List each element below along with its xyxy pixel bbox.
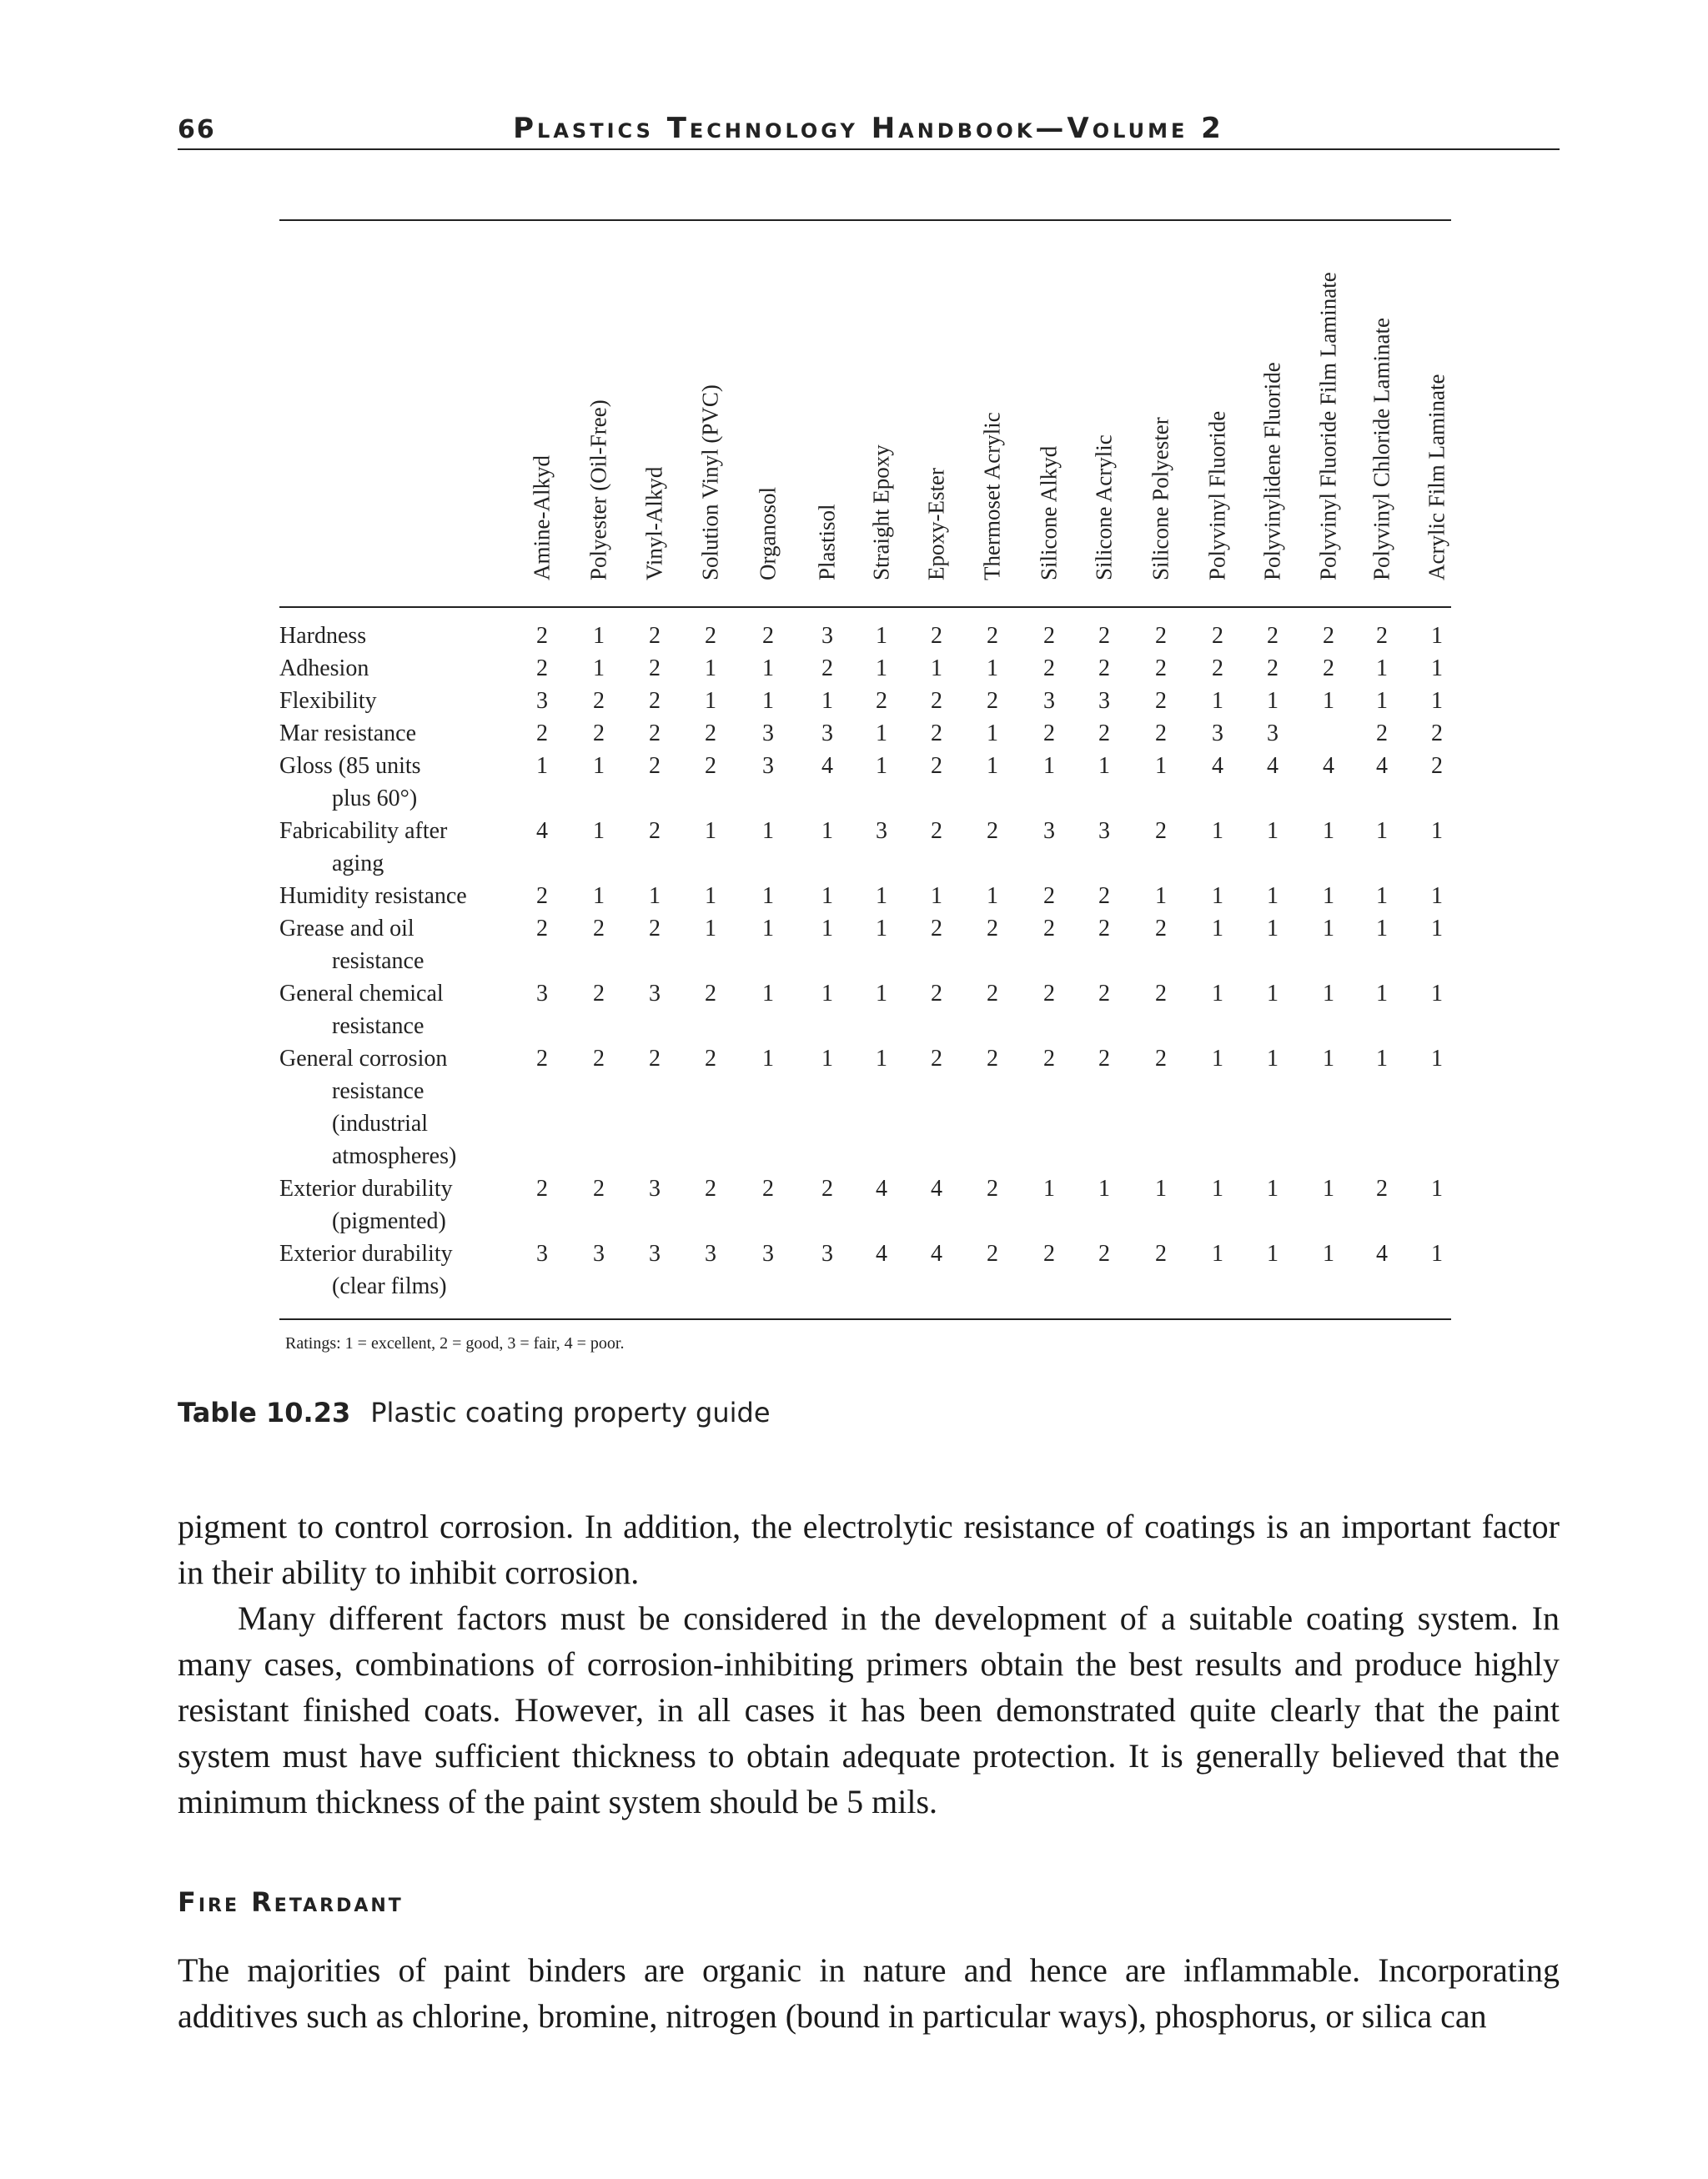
table-cell: 2 (1155, 981, 1167, 1007)
table-cell: 1 (1323, 883, 1334, 909)
table-cell: 1 (705, 916, 716, 941)
table-cell: 1 (705, 818, 716, 844)
table-cell: 2 (649, 688, 661, 714)
table-cell: 2 (1155, 1046, 1167, 1072)
table-cell: 1 (876, 720, 887, 746)
table-cell: 1 (821, 916, 833, 941)
table-cell: 1 (1323, 916, 1334, 941)
table-cell: 2 (649, 623, 661, 649)
table-top-rule (279, 219, 1451, 221)
column-header-label: Silicone Acrylic (1091, 434, 1117, 580)
row-label-line: aging (332, 851, 384, 876)
table-cell: 1 (1267, 688, 1278, 714)
table-cell: 4 (931, 1176, 942, 1202)
table-cell: 1 (1431, 916, 1443, 941)
table-cell: 3 (1212, 720, 1223, 746)
table-cell: 2 (1098, 916, 1110, 941)
table-cell: 1 (762, 981, 774, 1007)
table-cell: 4 (931, 1241, 942, 1267)
table-cell: 3 (649, 1176, 661, 1202)
table-cell: 1 (1431, 818, 1443, 844)
row-label (279, 1238, 496, 1303)
table-cell: 2 (987, 1241, 998, 1267)
table-cell: 3 (762, 753, 774, 779)
caption-number: Table 10.23 (178, 1397, 351, 1428)
table-cell: 4 (1376, 1241, 1388, 1267)
running-header (178, 112, 1560, 150)
table-cell: 2 (762, 623, 774, 649)
table-cell: 3 (536, 1241, 548, 1267)
table-cell: 1 (821, 1046, 833, 1072)
table-cell: 3 (536, 981, 548, 1007)
column-header-label: Thermoset Acrylic (979, 412, 1005, 580)
table-cell: 2 (987, 818, 998, 844)
table-cell: 1 (1212, 688, 1223, 714)
paragraph-2: Many different factors must be considered in the development of a suitable coating system. In many cases, combinations of corrosion-inhibiting primers obtain the best results and produce highly resistant finished coats. However, in all cases it has been demonstrated quite clearly that the paint system must have sufficient thickness to obtain adequate protection. It is generally believed that the minimum thickness of the paint system should be 5 mils. (178, 1599, 1560, 1820)
column-header-label: Straight Epoxy (868, 444, 894, 580)
table-cell: 2 (987, 688, 998, 714)
table-cell: 3 (649, 981, 661, 1007)
table-cell: 1 (1431, 688, 1443, 714)
table-row (279, 652, 1451, 685)
table-cell: 1 (876, 1046, 887, 1072)
column-header-label: Solution Vinyl (PVC) (697, 384, 723, 580)
table-cell: 2 (536, 1046, 548, 1072)
table-cell: 4 (536, 818, 548, 844)
table-cell: 1 (762, 655, 774, 681)
column-header (811, 223, 844, 606)
table-cell: 1 (1098, 1176, 1110, 1202)
column-header (751, 223, 785, 606)
table-cell: 1 (762, 818, 774, 844)
table-cell: 2 (931, 720, 942, 746)
table-cell: 4 (876, 1176, 887, 1202)
row-label-line: Gloss (85 units (279, 753, 421, 779)
table-cell: 1 (1267, 1176, 1278, 1202)
table-cell: 2 (821, 1176, 833, 1202)
table-cell: 2 (1155, 1241, 1167, 1267)
table-cell: 2 (536, 916, 548, 941)
table-cell: 2 (1155, 623, 1167, 649)
table-cell: 2 (1098, 883, 1110, 909)
table-cell: 1 (1212, 1241, 1223, 1267)
table-cell: 2 (1267, 655, 1278, 681)
row-label-line: (pigmented) (332, 1208, 446, 1234)
table-cell: 3 (1043, 818, 1055, 844)
column-header-label: Plastisol (814, 504, 840, 580)
table-cell: 1 (593, 753, 605, 779)
column-header-label: Polyvinyl Fluoride Film Laminate (1315, 272, 1341, 580)
column-header-label: Polyvinyl Fluoride (1204, 410, 1230, 580)
column-header (1312, 223, 1345, 606)
row-label-line: Fabricability after (279, 818, 448, 844)
table-row (279, 977, 1451, 1042)
table-cell: 1 (1323, 1241, 1334, 1267)
table-cell: 2 (536, 883, 548, 909)
table-row (279, 1238, 1451, 1303)
table-cell: 2 (931, 818, 942, 844)
table-cell: 2 (987, 1046, 998, 1072)
table-cell: 2 (593, 720, 605, 746)
column-header-label: Silicone Polyester (1148, 417, 1173, 580)
table-cell: 1 (1267, 818, 1278, 844)
table-cell: 1 (1267, 1046, 1278, 1072)
table-cell: 3 (705, 1241, 716, 1267)
column-header (920, 223, 953, 606)
column-header (638, 223, 671, 606)
table-cell: 4 (876, 1241, 887, 1267)
table-cell: 2 (931, 688, 942, 714)
table-cell: 2 (593, 688, 605, 714)
table-cell: 3 (536, 688, 548, 714)
row-label (279, 652, 496, 685)
table-cell: 2 (705, 981, 716, 1007)
table-cell: 2 (1155, 916, 1167, 941)
table-cell: 1 (1376, 916, 1388, 941)
paragraph-3: The majorities of paint binders are organic in nature and hence are inflammable. Incorporating additives such as chlorine, bromine, nitrogen (bound in particular ways), phosphorus, or silica can (178, 1951, 1560, 2035)
table-cell: 1 (1212, 1046, 1223, 1072)
row-label-line: (industrial (332, 1111, 429, 1137)
row-label (279, 977, 496, 1042)
table-cell: 4 (1212, 753, 1223, 779)
table-cell: 2 (931, 981, 942, 1007)
table-cell: 3 (593, 1241, 605, 1267)
table-cell: 2 (1043, 655, 1055, 681)
column-header (976, 223, 1009, 606)
table-cell: 2 (931, 1046, 942, 1072)
table-cell: 2 (593, 981, 605, 1007)
table-cell: 3 (1098, 818, 1110, 844)
column-header-label: Amine-Alkyd (529, 455, 555, 580)
row-label-line: resistance (332, 1013, 424, 1039)
table-cell: 2 (1431, 720, 1443, 746)
table-cell: 1 (1267, 1241, 1278, 1267)
table-cell: 1 (1376, 818, 1388, 844)
row-label (279, 1172, 496, 1238)
table-cell: 1 (1155, 883, 1167, 909)
table-cell: 1 (876, 655, 887, 681)
row-label (279, 880, 496, 912)
table-cell: 1 (987, 720, 998, 746)
column-headers (279, 223, 1451, 606)
table-row (279, 815, 1451, 880)
table-cell: 1 (1212, 818, 1223, 844)
table-cell: 3 (762, 720, 774, 746)
table-cell: 1 (1323, 818, 1334, 844)
row-label (279, 750, 496, 815)
table-cell: 2 (1212, 655, 1223, 681)
table-cell: 2 (1376, 1176, 1388, 1202)
table-row (279, 750, 1451, 815)
table-cell: 1 (1431, 981, 1443, 1007)
table-cell: 2 (1098, 623, 1110, 649)
table-cell: 2 (1098, 981, 1110, 1007)
table-cell: 1 (1431, 623, 1443, 649)
table-cell: 3 (1267, 720, 1278, 746)
table-cell: 2 (593, 1176, 605, 1202)
table-row (279, 685, 1451, 717)
table-cell: 2 (1155, 688, 1167, 714)
table-cell: 1 (987, 883, 998, 909)
table-cell: 2 (536, 1176, 548, 1202)
table-cell: 1 (931, 883, 942, 909)
table-cell: 3 (821, 1241, 833, 1267)
table-cell: 2 (649, 916, 661, 941)
table-row (279, 912, 1451, 977)
table-header-rule (279, 606, 1451, 608)
table-cell: 1 (1431, 1176, 1443, 1202)
row-label-line: Adhesion (279, 655, 369, 681)
table-cell: 1 (762, 688, 774, 714)
table-cell: 1 (1431, 1046, 1443, 1072)
column-header-label: Organosol (755, 487, 781, 580)
ratings-note: Ratings: 1 = excellent, 2 = good, 3 = fair, 4 = poor. (285, 1334, 625, 1353)
table-cell: 1 (1155, 753, 1167, 779)
table-row (279, 1172, 1451, 1238)
section-heading: Fire Retardant (178, 1886, 404, 1918)
table-cell: 1 (1431, 655, 1443, 681)
table-cell: 1 (1431, 883, 1443, 909)
row-label (279, 912, 496, 977)
table-cell: 2 (931, 753, 942, 779)
table-cell: 1 (1323, 688, 1334, 714)
table-cell: 4 (1323, 753, 1334, 779)
table-cell: 3 (821, 623, 833, 649)
table-cell: 2 (1155, 655, 1167, 681)
table-cell: 2 (705, 720, 716, 746)
table-cell: 2 (1431, 753, 1443, 779)
table-cell: 2 (649, 720, 661, 746)
table-cell: 1 (1267, 981, 1278, 1007)
table-cell: 1 (593, 818, 605, 844)
table-cell: 2 (1043, 981, 1055, 1007)
table-cell: 2 (987, 981, 998, 1007)
table-bottom-rule (279, 1318, 1451, 1320)
table-cell: 1 (593, 623, 605, 649)
table-cell: 1 (762, 1046, 774, 1072)
table-cell: 1 (1376, 688, 1388, 714)
table-cell: 2 (1043, 883, 1055, 909)
row-label-line: Hardness (279, 623, 367, 649)
table-cell: 1 (593, 883, 605, 909)
row-label (279, 1042, 496, 1172)
column-header-label: Vinyl-Alkyd (641, 466, 667, 580)
table-cell: 4 (821, 753, 833, 779)
table-cell: 1 (1098, 753, 1110, 779)
table-body (279, 620, 1451, 1303)
column-header-label: Silicone Alkyd (1036, 445, 1062, 580)
row-label-line: atmospheres) (332, 1143, 457, 1169)
table-cell: 1 (1323, 1176, 1334, 1202)
table-cell: 2 (1376, 720, 1388, 746)
row-label-line: resistance (332, 948, 424, 974)
table-cell: 1 (705, 688, 716, 714)
table-cell: 2 (705, 1046, 716, 1072)
table-cell: 2 (1098, 720, 1110, 746)
column-header-label: Acrylic Film Laminate (1424, 374, 1449, 580)
table-cell: 2 (705, 753, 716, 779)
table-cell: 2 (1043, 623, 1055, 649)
table-cell: 1 (1376, 1046, 1388, 1072)
table-cell: 1 (821, 818, 833, 844)
table-cell: 1 (821, 981, 833, 1007)
row-label (279, 620, 496, 652)
paragraph-1: pigment to control corrosion. In addition, the electrolytic resistance of coatings is an important factor in their ability to inhibit corrosion. (178, 1508, 1560, 1591)
table-cell: 1 (1212, 1176, 1223, 1202)
table-cell: 1 (821, 883, 833, 909)
table-cell: 3 (876, 818, 887, 844)
table-cell: 2 (1376, 623, 1388, 649)
table-cell: 2 (1267, 623, 1278, 649)
row-label-line: (clear films) (332, 1273, 447, 1299)
row-label (279, 685, 496, 717)
table-row (279, 620, 1451, 652)
column-header (865, 223, 898, 606)
column-header-label: Polyester (Oil-Free) (585, 399, 611, 580)
column-header (1032, 223, 1066, 606)
row-label-line: Humidity resistance (279, 883, 467, 909)
row-label-line: plus 60°) (332, 786, 418, 811)
column-header (525, 223, 559, 606)
column-header-label: Polyvinylidene Fluoride (1259, 362, 1285, 580)
table-cell: 1 (1323, 981, 1334, 1007)
table-cell: 2 (536, 720, 548, 746)
table-cell: 2 (1323, 623, 1334, 649)
column-header-label: Polyvinyl Chloride Laminate (1369, 318, 1394, 580)
table-cell: 1 (1323, 1046, 1334, 1072)
table-cell: 1 (1376, 981, 1388, 1007)
table-cell: 1 (536, 753, 548, 779)
table-cell: 2 (1155, 720, 1167, 746)
table-cell: 1 (1155, 1176, 1167, 1202)
table-caption (178, 1397, 771, 1428)
table-cell: 1 (876, 753, 887, 779)
table-row (279, 1042, 1451, 1172)
column-header (1365, 223, 1399, 606)
table-cell: 1 (1043, 753, 1055, 779)
table-cell: 3 (649, 1241, 661, 1267)
table-cell: 3 (821, 720, 833, 746)
column-header (694, 223, 727, 606)
column-header (1256, 223, 1289, 606)
row-label-line: General chemical (279, 981, 444, 1007)
table-cell: 1 (762, 916, 774, 941)
page-number: 66 (178, 115, 216, 144)
row-label-line: Mar resistance (279, 720, 417, 746)
table-cell: 1 (649, 883, 661, 909)
column-header (1201, 223, 1234, 606)
table-cell: 2 (593, 916, 605, 941)
table-cell: 2 (536, 655, 548, 681)
table-cell: 2 (987, 1176, 998, 1202)
row-label-line: Grease and oil (279, 916, 414, 941)
table-cell: 1 (1212, 883, 1223, 909)
table-cell: 1 (821, 688, 833, 714)
running-title: Plastics Technology Handbook—Volume 2 (513, 112, 1224, 145)
table-cell: 1 (1267, 916, 1278, 941)
table-cell: 2 (1043, 720, 1055, 746)
table-cell: 1 (1431, 1241, 1443, 1267)
table-cell: 2 (536, 623, 548, 649)
table-cell: 2 (876, 688, 887, 714)
table-cell: 2 (649, 753, 661, 779)
column-header-label: Epoxy-Ester (923, 468, 949, 580)
table-cell: 1 (987, 753, 998, 779)
table-cell: 1 (876, 623, 887, 649)
table-cell: 1 (1043, 1176, 1055, 1202)
table-cell: 2 (705, 1176, 716, 1202)
table-cell: 2 (1155, 818, 1167, 844)
table-cell: 2 (705, 623, 716, 649)
row-label (279, 815, 496, 880)
column-header (582, 223, 615, 606)
table-cell: 2 (821, 655, 833, 681)
table-cell: 2 (1043, 1241, 1055, 1267)
table-cell: 3 (1043, 688, 1055, 714)
row-label (279, 717, 496, 750)
table-cell: 2 (762, 1176, 774, 1202)
table-cell: 1 (593, 655, 605, 681)
table-cell: 2 (593, 1046, 605, 1072)
column-header (1088, 223, 1121, 606)
row-label-line: Flexibility (279, 688, 377, 714)
table-row (279, 717, 1451, 750)
table-cell: 2 (649, 818, 661, 844)
table-cell: 2 (1212, 623, 1223, 649)
table-cell: 1 (1376, 655, 1388, 681)
caption-text: Plastic coating property guide (370, 1397, 771, 1428)
table-cell: 2 (931, 916, 942, 941)
table-cell: 2 (1043, 1046, 1055, 1072)
table-cell: 2 (649, 655, 661, 681)
table-cell: 1 (876, 883, 887, 909)
table-cell: 1 (987, 655, 998, 681)
table-cell: 1 (931, 655, 942, 681)
table-cell: 4 (1376, 753, 1388, 779)
table-cell: 1 (762, 883, 774, 909)
table-cell: 2 (1043, 916, 1055, 941)
table-cell: 2 (987, 623, 998, 649)
table-cell: 3 (762, 1241, 774, 1267)
table-cell: 1 (1212, 916, 1223, 941)
row-label-line: General corrosion (279, 1046, 448, 1072)
table-cell: 2 (649, 1046, 661, 1072)
column-header (1144, 223, 1178, 606)
table-cell: 1 (876, 916, 887, 941)
row-label-line: Exterior durability (279, 1241, 453, 1267)
table-cell: 2 (987, 916, 998, 941)
column-header (1420, 223, 1454, 606)
table-cell: 2 (1098, 1046, 1110, 1072)
table-cell: 1 (705, 883, 716, 909)
table-cell: 1 (1376, 883, 1388, 909)
row-label-line: resistance (332, 1078, 424, 1104)
row-label-line: Exterior durability (279, 1176, 453, 1202)
table-cell: 2 (1323, 655, 1334, 681)
table-cell: 1 (1212, 981, 1223, 1007)
table-cell: 1 (1267, 883, 1278, 909)
table-cell: 2 (931, 623, 942, 649)
table-cell: 3 (1098, 688, 1110, 714)
table-row (279, 880, 1451, 912)
table-cell: 1 (705, 655, 716, 681)
table-cell: 4 (1267, 753, 1278, 779)
table-cell: 2 (1098, 1241, 1110, 1267)
table-cell: 2 (1098, 655, 1110, 681)
table-cell: 1 (876, 981, 887, 1007)
